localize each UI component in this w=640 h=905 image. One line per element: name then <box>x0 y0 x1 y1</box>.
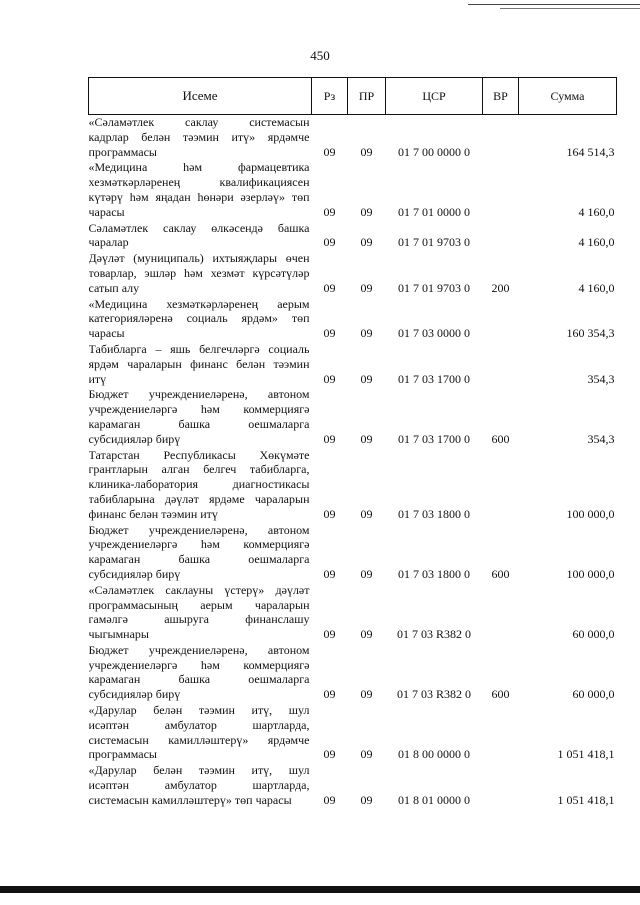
row-csr: 01 7 01 9703 0 <box>398 280 470 295</box>
row-name-line: системасын камилләштерү» ярдәмче <box>88 732 310 747</box>
header-row <box>89 78 617 115</box>
row-name-line: карамаган башка оешмаларга <box>88 672 310 687</box>
row-name-line: Татарстан Республикасы Хөкүмәте <box>88 447 310 462</box>
row-pr: 09 <box>360 144 373 159</box>
row-csr: 01 7 00 0000 0 <box>398 144 470 159</box>
row-name-line: учреждениеләргә һәм коммерциягә <box>88 537 310 552</box>
table-row <box>89 297 617 342</box>
header-pr: ПР <box>348 78 386 115</box>
budget-table <box>88 77 617 809</box>
row-sum: 4 160,0 <box>578 280 615 295</box>
table-row <box>89 583 617 643</box>
row-rz: 09 <box>323 235 336 250</box>
row-vr <box>483 448 519 523</box>
scan-artifact-line <box>468 4 640 5</box>
row-csr: 01 7 03 R382 0 <box>396 687 471 702</box>
row-name-line: исәптән амбулатор шартларда, <box>88 717 310 732</box>
row-name-line: чаралар <box>88 235 129 250</box>
row-rz: 09 <box>323 506 336 521</box>
row-name-line: итү <box>88 371 107 386</box>
row-name-line: күтәрү һәм яңадан һөнәри әзерләү» төп <box>88 189 310 204</box>
row-name <box>89 115 312 161</box>
row-name-line: учреждениеләргә һәм коммерциягә <box>88 402 310 417</box>
table-row <box>89 221 617 252</box>
scan-artifact-line <box>500 8 640 9</box>
row-name <box>89 387 312 447</box>
row-rz: 09 <box>323 747 336 762</box>
row-vr <box>483 583 519 643</box>
row-sum: 100 000,0 <box>566 506 615 521</box>
scan-bottom-border <box>0 886 640 893</box>
row-pr: 09 <box>360 792 373 807</box>
row-csr: 01 7 01 9703 0 <box>398 235 470 250</box>
row-pr: 09 <box>360 566 373 581</box>
row-rz: 09 <box>323 627 336 642</box>
row-name-line: кадрлар белән тәэмин итү» ярдәмче <box>88 129 310 144</box>
row-rz: 09 <box>323 431 336 446</box>
row-name-line: чарасы <box>88 326 125 341</box>
row-name-line: «Дарулар белән тәэмин итү, шул <box>88 703 310 718</box>
row-name-line: Табибларга – яшь белгечләргә социаль <box>88 341 310 356</box>
header-vr: ВР <box>483 78 519 115</box>
table-row <box>89 763 617 808</box>
row-name-line: учреждениеләргә һәм коммерциягә <box>88 657 310 672</box>
table-row <box>89 115 617 161</box>
row-name-line: карамаган башка оешмаларга <box>88 552 310 567</box>
table-row <box>89 160 617 220</box>
row-name-line: Бюджет учреждениеләренә, автоном <box>88 387 310 402</box>
row-name-line: «Сәламәтлек саклауны үстерү» дәүләт <box>88 582 310 597</box>
row-rz: 09 <box>323 371 336 386</box>
row-name <box>89 583 312 643</box>
row-name <box>89 523 312 583</box>
row-rz: 09 <box>323 792 336 807</box>
row-name-line: субсидияләр бирү <box>88 431 181 446</box>
row-rz: 09 <box>323 326 336 341</box>
row-name <box>89 448 312 523</box>
row-name-line: клиника-лаборатория диагностикасы <box>88 477 310 492</box>
row-name-line: товарлар, эшләр һәм хезмәт күрсәтүләр <box>88 265 310 280</box>
row-name-line: исәптән амбулатор шартларда, <box>88 778 310 793</box>
row-sum: 60 000,0 <box>572 687 615 702</box>
table-row <box>89 523 617 583</box>
header-rz: Рз <box>312 78 348 115</box>
row-pr: 09 <box>360 687 373 702</box>
row-name-line: гамәлгә ашыруга финанслашу <box>88 612 310 627</box>
row-vr: 600 <box>491 687 510 702</box>
table-header <box>89 78 617 115</box>
row-name <box>89 251 312 296</box>
row-vr <box>483 115 519 161</box>
row-rz: 09 <box>323 280 336 295</box>
row-pr: 09 <box>360 204 373 219</box>
row-vr <box>483 297 519 342</box>
row-name-line: программасының аерым чараларын <box>88 597 310 612</box>
row-name-line: чыгымнары <box>88 627 149 642</box>
table-row <box>89 703 617 763</box>
row-csr: 01 7 03 1700 0 <box>398 431 470 446</box>
row-sum: 1 051 418,1 <box>557 747 615 762</box>
row-rz: 09 <box>323 144 336 159</box>
row-pr: 09 <box>360 235 373 250</box>
row-name <box>89 703 312 763</box>
header-sum: Сумма <box>519 78 617 115</box>
row-name-line: Бюджет учреждениеләренә, автоном <box>88 642 310 657</box>
row-sum: 160 354,3 <box>566 326 615 341</box>
row-name <box>89 342 312 387</box>
table-row <box>89 387 617 447</box>
row-vr <box>483 342 519 387</box>
row-name-line: «Медицина һәм фармацевтика <box>88 160 310 175</box>
row-name-line: грантларын алган белгеч табибларга, <box>88 462 310 477</box>
row-csr: 01 7 01 0000 0 <box>398 204 470 219</box>
row-rz: 09 <box>323 204 336 219</box>
row-name-line: «Медицина хезмәткәрләренең аерым <box>88 296 310 311</box>
table-body <box>89 115 617 809</box>
row-name-line: сатып алу <box>88 280 140 295</box>
budget-table-container <box>88 77 617 809</box>
row-pr: 09 <box>360 326 373 341</box>
row-pr: 09 <box>360 627 373 642</box>
row-name <box>89 643 312 703</box>
row-vr: 600 <box>491 431 510 446</box>
row-csr: 01 8 01 0000 0 <box>398 792 470 807</box>
row-pr: 09 <box>360 431 373 446</box>
row-pr: 09 <box>360 280 373 295</box>
row-name <box>89 297 312 342</box>
row-pr: 09 <box>360 506 373 521</box>
table-row <box>89 643 617 703</box>
page-number: 450 <box>310 48 330 63</box>
row-sum: 354,3 <box>587 431 615 446</box>
row-vr <box>483 160 519 220</box>
row-name-line: программасы <box>88 144 157 159</box>
row-name-line: «Дарулар белән тәэмин итү, шул <box>88 763 310 778</box>
row-name-line: хезмәткәрләренең квалификациясен <box>88 175 310 190</box>
row-name-line: Дәүләт (муниципаль) ихтыяҗлары өчен <box>88 251 310 266</box>
row-csr: 01 7 03 1700 0 <box>398 371 470 386</box>
row-vr <box>483 221 519 252</box>
header-name: Исеме <box>89 78 312 115</box>
row-vr <box>483 703 519 763</box>
row-name-line: «Сәламәтлек саклау системасын <box>88 115 310 129</box>
row-csr: 01 7 03 0000 0 <box>398 326 470 341</box>
row-name-line: Бюджет учреждениеләренә, автоном <box>88 522 310 537</box>
row-name-line: карамаган башка оешмаларга <box>88 416 310 431</box>
row-name-line: категорияләренә социаль ярдәм» төп <box>88 311 310 326</box>
row-name-line: ярдәм чараларын финанс белән тәэмин <box>88 356 310 371</box>
row-name-line: Сәламәтлек саклау өлкәсендә башка <box>88 220 310 235</box>
header-csr: ЦСР <box>386 78 483 115</box>
row-sum: 100 000,0 <box>566 566 615 581</box>
row-name-line: программасы <box>88 747 157 762</box>
row-vr: 600 <box>491 566 510 581</box>
row-name-line: чарасы <box>88 204 125 219</box>
row-sum: 60 000,0 <box>572 627 615 642</box>
row-name-line: субсидияләр бирү <box>88 687 181 702</box>
row-name-line: финанс белән тәэмин итү <box>88 506 218 521</box>
row-rz: 09 <box>323 566 336 581</box>
row-name-line: системасын камилләштерү» төп чарасы <box>88 792 292 807</box>
row-sum: 164 514,3 <box>566 144 615 159</box>
row-name-line: табибларына дәүләт ярдәме чараларын <box>88 491 310 506</box>
row-name <box>89 160 312 220</box>
row-sum: 4 160,0 <box>578 204 615 219</box>
row-csr: 01 7 03 1800 0 <box>398 566 470 581</box>
table-row <box>89 251 617 296</box>
row-name <box>89 763 312 808</box>
row-rz: 09 <box>323 687 336 702</box>
row-vr <box>483 763 519 808</box>
table-row <box>89 448 617 523</box>
row-name-line: субсидияләр бирү <box>88 566 181 581</box>
table-row <box>89 342 617 387</box>
row-pr: 09 <box>360 747 373 762</box>
row-pr: 09 <box>360 371 373 386</box>
row-csr: 01 7 03 R382 0 <box>396 627 471 642</box>
row-name <box>89 221 312 252</box>
row-csr: 01 8 00 0000 0 <box>398 747 470 762</box>
row-sum: 354,3 <box>587 371 615 386</box>
row-sum: 4 160,0 <box>578 235 615 250</box>
row-csr: 01 7 03 1800 0 <box>398 506 470 521</box>
row-vr: 200 <box>491 280 510 295</box>
row-sum: 1 051 418,1 <box>557 792 615 807</box>
